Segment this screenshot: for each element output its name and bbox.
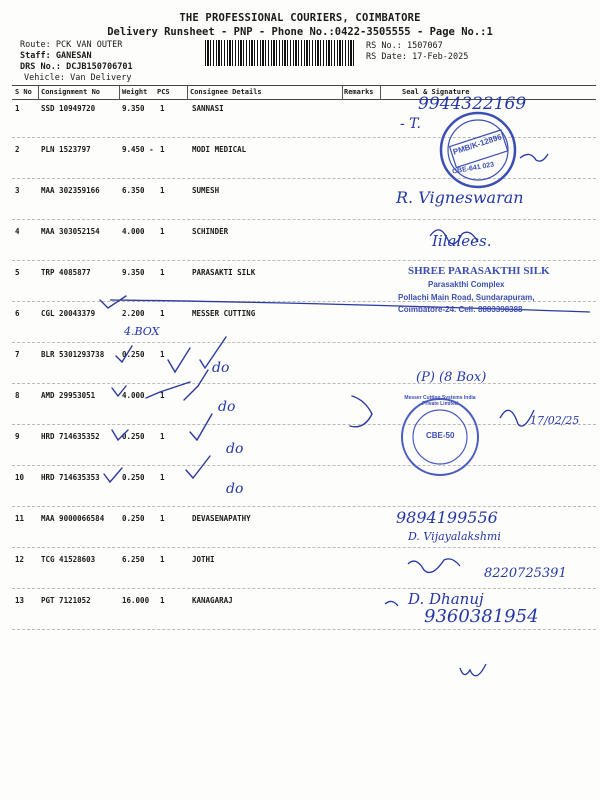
- row-consignee: SCHINDER: [192, 227, 229, 236]
- row-pcs: 1: [160, 350, 165, 359]
- shree-stamp-line1: Parasakthi Complex: [428, 280, 505, 289]
- route-label: Route:: [20, 40, 51, 50]
- row-sno: 9: [15, 432, 20, 441]
- handwritten-note: 4.BOX: [124, 325, 160, 338]
- col-seal: Seal & Signature: [402, 88, 470, 96]
- drs-label: DRS No.:: [20, 62, 61, 72]
- row-weight: 0.250: [122, 432, 145, 441]
- row-consignment: MAA 9000066584: [41, 514, 105, 523]
- drs-value: DCJB150706701: [66, 62, 133, 72]
- rs-date-label: RS Date:: [366, 52, 407, 62]
- staff-value: GANESAN: [55, 51, 92, 61]
- messer-stamp-center: CBE-50: [426, 431, 455, 440]
- messer-stamp-ring: Messer Cutting Systems India Private Limited: [404, 395, 476, 407]
- row-sno: 1: [15, 104, 20, 113]
- handwritten-name: D. Dhanuj: [408, 590, 484, 608]
- row-sno: 10: [15, 473, 25, 482]
- row-consignee: SANNASI: [192, 104, 224, 113]
- row-consignee: MESSER CUTTING: [192, 309, 256, 318]
- col-consignee: Consignee Details: [190, 88, 262, 96]
- row-consignment: HRD 714635352: [41, 432, 100, 441]
- row-pcs: 1: [160, 391, 165, 400]
- row-pcs: 1: [160, 145, 165, 154]
- row-consignment: HRD 714635353: [41, 473, 100, 482]
- row-sno: 12: [15, 555, 25, 564]
- row-weight: 9.350: [122, 104, 145, 113]
- shree-stamp-name: SHREE PARASAKTHI SILK: [408, 265, 550, 277]
- row-consignee: PARASAKTI SILK: [192, 268, 256, 277]
- row-pcs: 1: [160, 432, 165, 441]
- row-weight: 6.350: [122, 186, 145, 195]
- row-consignment: CGL 20043379: [41, 309, 96, 318]
- row-sno: 3: [15, 186, 20, 195]
- route-value: PCK VAN OUTER: [55, 40, 123, 50]
- row-sno: 11: [15, 514, 25, 523]
- col-consignment: Consignment No: [41, 88, 101, 96]
- row-consignment: TCG 41528603: [41, 555, 96, 564]
- pmb-stamp-bottom: CBE-641 023: [451, 161, 495, 176]
- col-remarks: Remarks: [344, 88, 374, 96]
- handwritten-signature: R. Vigneswaran: [396, 188, 524, 207]
- row-weight: 2.200: [122, 309, 145, 318]
- pmb-stamp-top: PMB/K-12896: [451, 132, 503, 157]
- row-pcs: 1: [160, 227, 165, 236]
- row-weight: 16.000: [122, 596, 150, 605]
- row-sno: 8: [15, 391, 20, 400]
- row-weight: 6.250: [122, 555, 145, 564]
- col-pcs: PCS: [157, 88, 170, 96]
- row-weight: 4.000: [122, 391, 145, 400]
- row-sno: 13: [15, 596, 25, 605]
- handwritten-ditto: do: [212, 360, 230, 376]
- handwritten-mark: - T.: [400, 116, 421, 132]
- vehicle-label: Vehicle:: [24, 73, 65, 83]
- row-consignment: MAA 302359166: [41, 186, 100, 195]
- handwritten-note: (P) (8 Box): [416, 370, 487, 385]
- row-pcs: 1: [160, 596, 165, 605]
- row-sno: 7: [15, 350, 20, 359]
- shree-stamp-line3: Coimbatore-24. Cell: 8883398388: [398, 305, 523, 314]
- row-consignment: PLN 1523797: [41, 145, 91, 154]
- staff-label: Staff:: [20, 51, 51, 61]
- company-title: THE PROFESSIONAL COURIERS, COIMBATORE: [179, 12, 421, 24]
- row-consignment: BLR 5301293738: [41, 350, 105, 359]
- row-consignment: TRP 4085877: [41, 268, 91, 277]
- rs-date-value: 17-Feb-2025: [412, 52, 469, 62]
- row-sno: 4: [15, 227, 20, 236]
- row-consignee: MODI MEDICAL: [192, 145, 247, 154]
- row-consignment: MAA 303052154: [41, 227, 100, 236]
- row-weight: 4.000: [122, 227, 145, 236]
- row-sno: 6: [15, 309, 20, 318]
- handwritten-phone: 8220725391: [484, 566, 567, 581]
- row-consignee: SUMESH: [192, 186, 220, 195]
- row-sno: 2: [15, 145, 20, 154]
- handwritten-phone: 9944322169: [418, 94, 527, 114]
- row-pcs: 1: [160, 186, 165, 195]
- row-pcs: 1: [160, 473, 165, 482]
- handwritten-signature: Iilalees.: [432, 232, 492, 250]
- row-pcs: 1: [160, 268, 165, 277]
- handwritten-date: 17/02/25: [530, 414, 580, 427]
- row-consignment: SSD 10949720: [41, 104, 96, 113]
- row-pcs: 1: [160, 514, 165, 523]
- row-pcs: 1: [160, 309, 165, 318]
- runsheet-subtitle: Delivery Runsheet - PNP - Phone No.:0422-3505555 - Page No.:1: [107, 26, 493, 38]
- col-weight: Weight: [122, 88, 148, 96]
- row-pcs: 1: [160, 104, 165, 113]
- row-consignee: KANAGARAJ: [192, 596, 233, 605]
- row-weight: 0.250: [122, 514, 145, 523]
- rs-no-value: 1507067: [406, 41, 443, 51]
- row-weight: 9.350: [122, 268, 145, 277]
- handwritten-ditto: do: [226, 481, 244, 497]
- row-weight: 9.450 -: [122, 145, 154, 154]
- handwritten-ditto: do: [218, 399, 236, 415]
- col-sno: S No: [15, 88, 32, 96]
- rs-no-label: RS No.:: [366, 41, 402, 51]
- row-pcs: 1: [160, 555, 165, 564]
- handwritten-phone: 9894199556: [396, 508, 498, 527]
- row-weight: 0.250: [122, 350, 145, 359]
- vehicle-value: Van Delivery: [70, 73, 132, 83]
- row-weight: 0.250: [122, 473, 145, 482]
- row-consignee: DEVASENAPATHY: [192, 514, 251, 523]
- handwritten-phone: 9360381954: [424, 606, 539, 627]
- handwritten-name: D. Vijayalakshmi: [408, 530, 501, 543]
- row-sno: 5: [15, 268, 20, 277]
- row-consignment: AMD 29953051: [41, 391, 96, 400]
- row-consignment: PGT 7121052: [41, 596, 91, 605]
- handwritten-ditto: do: [226, 441, 244, 457]
- row-consignee: JOTHI: [192, 555, 215, 564]
- shree-stamp-line2: Pollachi Main Road, Sundarapuram,: [398, 293, 535, 302]
